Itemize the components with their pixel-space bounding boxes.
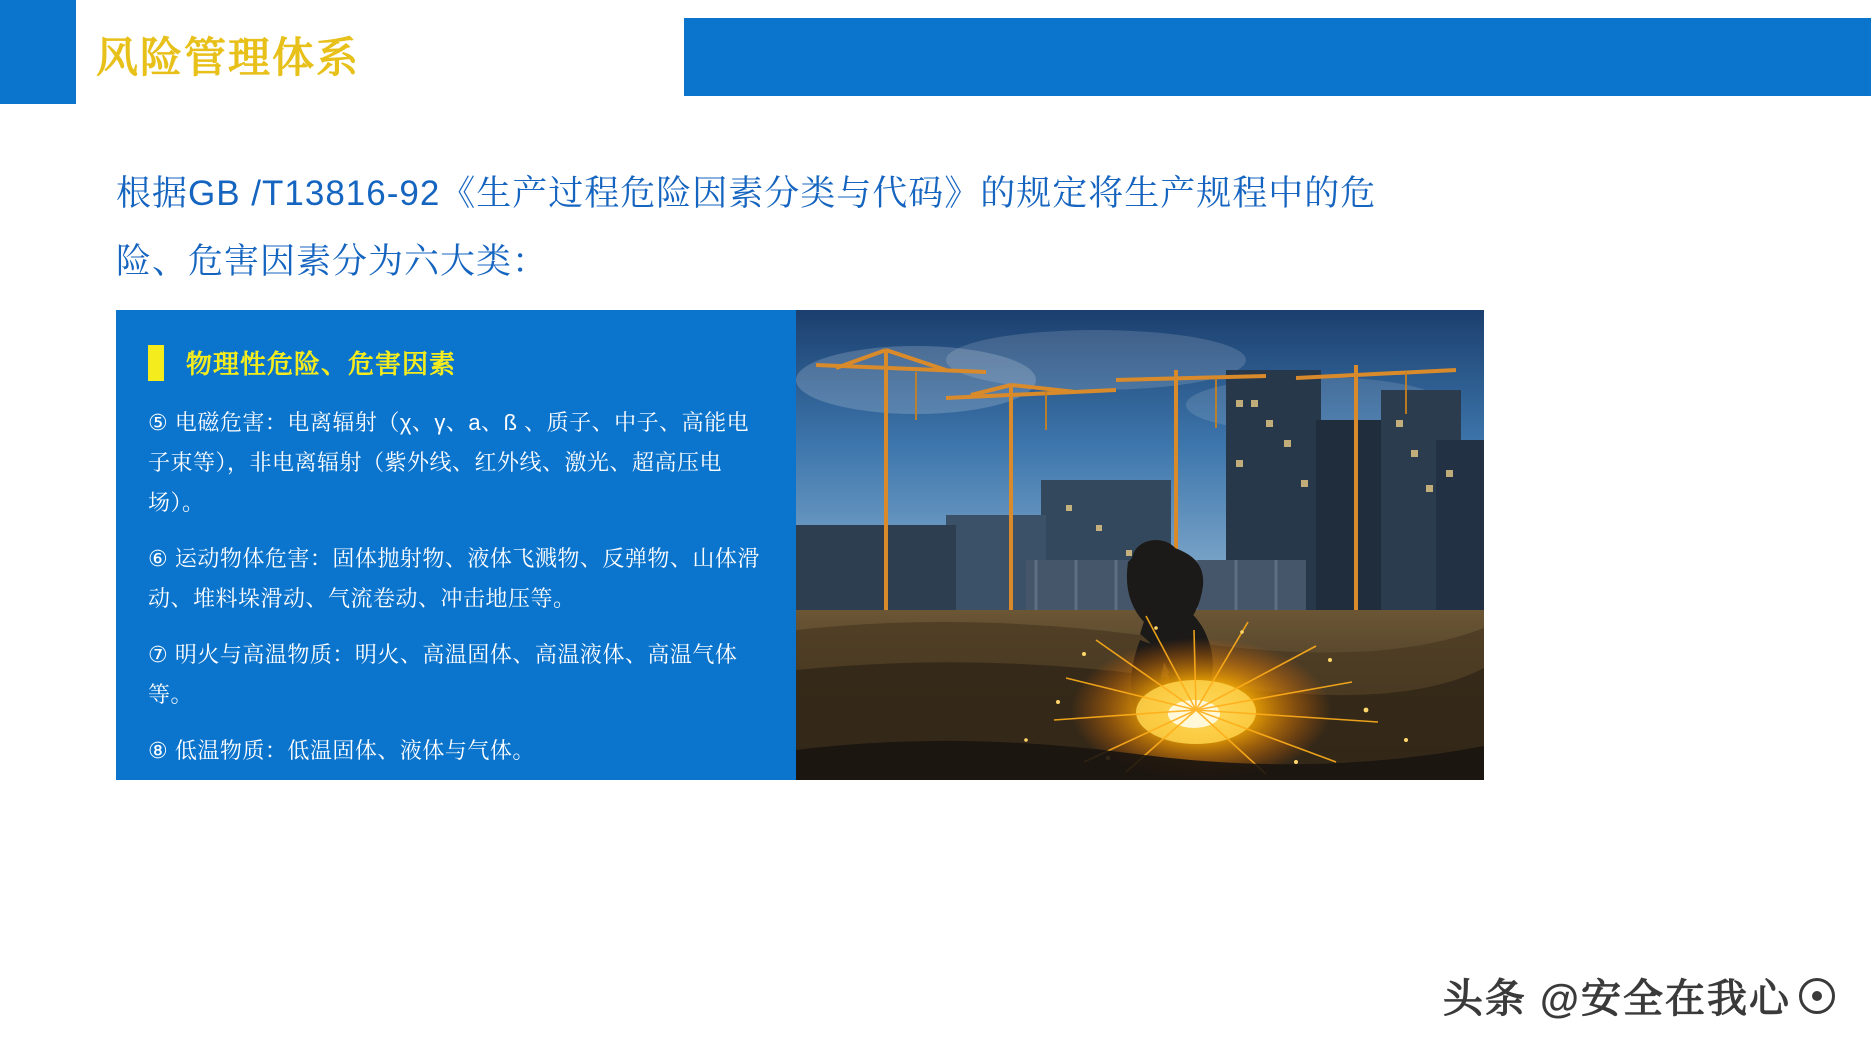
- content-row: [116, 310, 1484, 780]
- page-title: 风险管理体系: [96, 34, 361, 81]
- photo-illustration: [796, 310, 1484, 780]
- watermark: [1443, 967, 1835, 1024]
- construction-site-photo: [796, 310, 1484, 780]
- header-left-accent-bar: [0, 0, 76, 104]
- list-item: ⑧ 低温物质：低温固体、液体与气体。: [148, 738, 535, 763]
- yellow-marker-icon: [148, 345, 164, 381]
- panel-heading-label: 物理性危险、危害因素: [186, 349, 457, 379]
- list-item: ⑥ 运动物体危害：固体抛射物、液体飞溅物、反弹物、山体滑动、堆料垛滑动、气流卷动、冲击地压等。: [148, 546, 760, 611]
- watermark-text: 头条 @安全在我心: [1442, 977, 1791, 1021]
- watermark-logo-icon: [1799, 978, 1835, 1014]
- intro-paragraph: 根据GB /T13816-92《生产过程危险因素分类与代码》的规定将生产规程中的危险、危害因素分为六大类：: [116, 174, 1377, 281]
- list-item: ⑦ 明火与高温物质：明火、高温固体、高温液体、高温气体等。: [148, 642, 738, 707]
- panel-heading: [148, 344, 764, 381]
- header-band: [684, 18, 1871, 96]
- hazard-panel: [116, 310, 796, 780]
- list-item: ⑤ 电磁危害：电离辐射（χ、γ、a、ß 、质子、中子、高能电子束等），非电离辐射（紫外线、红外线、激光、超高压电场）。: [148, 410, 750, 515]
